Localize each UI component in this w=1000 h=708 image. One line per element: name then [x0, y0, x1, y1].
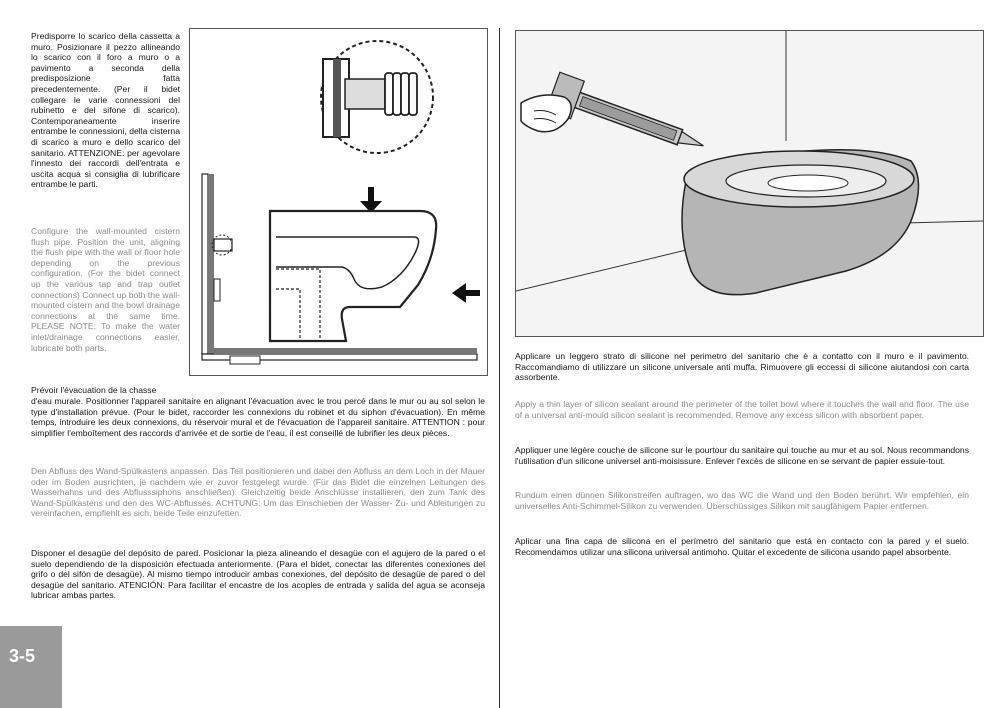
- silicone-application-illustration: [515, 30, 984, 337]
- page-number-tab: [0, 626, 62, 708]
- french-text-right: Appliquer une légère couche de silicone sur le pourtour du sanitaire qui touche au mur et au sol. Nous recommandons l'utilisation d'un silicone universel anti-moisissure. Enlever l'excès de silicone en se servant de papier essuie-tout.: [515, 445, 969, 466]
- installation-diagram: [189, 28, 488, 376]
- french-lead-text: Prévoir l'évacuation de la chasse: [31, 385, 157, 395]
- french-text: d'eau murale. Positionner l'appareil sanitaire en alignant l'évacuation avec le trou percé dans le mur ou au sol selon le type d'installation prévue. (Pour le bidet, raccorder les connexions du robinet et du siphon d'évacuation). En même temps, introduire les deux connexions, du réservoir mural et de l'évacuation de l'appareil sanitaire. ATTENTION : pour simplifier l'emboîtement des raccords d'arrivée et de sortie de l'eau, il est conseillé de lubrifier les deux pièces.: [31, 396, 485, 438]
- italian-intro-text: Predisporre lo scarico della cassetta a muro. Posizionare il pezzo allineando lo scarico con il foro a muro o a pavimento a seconda della predisposizione fatta precedentemente. (Per il bidet collegare le varie connessioni del rubinetto e del sifone di scarico). Contemporaneamente inserire entrambe le connessioni, della cisterna di scarico a muro e dello scarico del sanitario. ATTENZIONE: per agevolare l'innesto dei raccordi dell'entrata e uscita acqua si consiglia di lubrificare entrambe le parti.: [31, 31, 180, 190]
- column-divider: [499, 28, 500, 708]
- german-text-right: Rundum einen dünnen Silikonstreifen auftragen, wo das WC die Wand und den Boden berührt. Wir empfehlen, ein universelles Anti-Schimmel-Silikon zu verwenden. Überschüssiges Silikon mit saugfähigem Papier entfernen.: [515, 490, 969, 511]
- spanish-text-right: Aplicar una fina capa de silicona en el perímetro del sanitario que está en contacto con la pared y el suelo. Recomendamos utilizar una silicona universal antimoho. Quitar el excedente de silicona usando papel absorbente.: [515, 536, 969, 557]
- italian-text: Applicare un leggero strato di silicone nel perimetro del sanitario che è a contatto con il muro e il pavimento. Raccomandiamo di utilizzare un silicone universale anti muffa. Rimuovere gli eccessi di silicone aiutandosi con carta assorbente.: [515, 351, 969, 383]
- german-text: Den Abfluss des Wand-Spülkastens anpassen. Das Teil positionieren und dabei den Abfluss an dem Loch in der Mauer oder im Boden ausrichten, je nachdem wie er zuvor festgelegt wurde. (Für das Bidet die einzelnen Leitungen des Wasserhahns und des Abflusssiphons anschließen). Gleichzeitig beide Anschlüsse installieren, den zum Tank des Wand-Spülkastens und den des WC-Abflusses. ACHTUNG: Um das Einschieben der Wasser- Zu- und Ableitungen zu vereinfachen, empfiehlt es sich, beide Teile einzufetten.: [31, 466, 485, 519]
- page-number: 3-5: [9, 646, 36, 666]
- english-text: Apply a thin layer of silicon sealant around the perimeter of the toilet bowl where it touches the wall and floor. The use of a universal anti-mould silicon sealant is recommended. Remove any excess silicon with absorbent paper.: [515, 399, 969, 420]
- spanish-text: Disponer el desagüe del depósito de pared. Posicionar la pieza alineando el desagüe con el agujero de la pared o el suelo dependiendo de la disposición efectuada anteriormente. (Para el bidet, conectar las diferentes conexiones del grifo o del sifón de desagüe). Al mismo tiempo introducir ambas conexiones, del depósito de desagüe de pared o del desagüe del sanitario. ATENCIÓN: Para facilitar el encastre de los acoples de entrada y salida del agua se aconseja lubricar ambas partes.: [31, 548, 485, 601]
- english-intro-text: Configure the wall-mounted cistern flush pipe. Position the unit, aligning the flush pipe with the wall or floor hole depending on the previous configuration. (For the bidet connect up the various tap and trap outlet connections) Connect up both the wall-mounted cistern and the bowl drainage connections at the same time. PLEASE NOTE: To make the water inlet/drainage connections easier, lubricate both parts.: [31, 226, 180, 353]
